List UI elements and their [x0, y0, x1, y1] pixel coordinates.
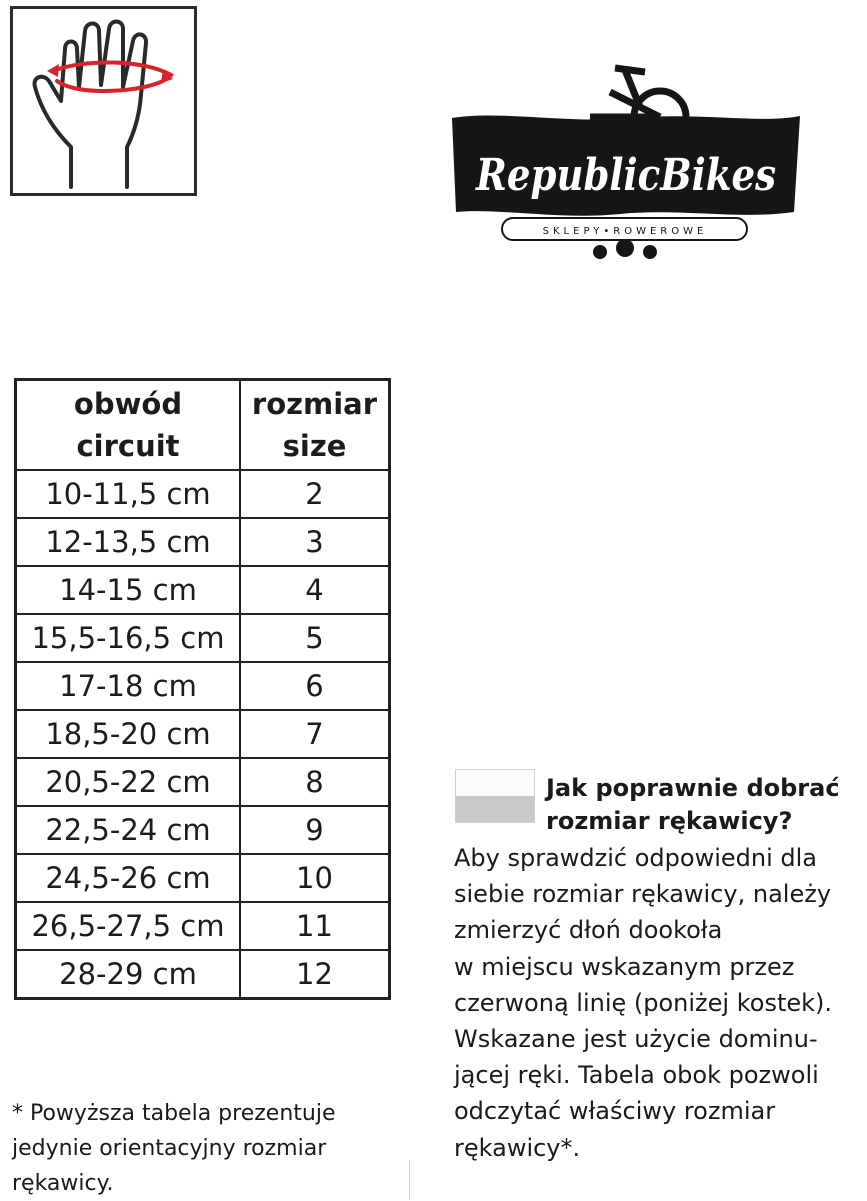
guide-body-line: rękawicy*.	[454, 1133, 581, 1162]
circuit-cell: 18,5-20 cm	[16, 710, 241, 758]
circuit-cell: 15,5-16,5 cm	[16, 614, 241, 662]
table-row	[16, 518, 390, 566]
size-header-pl: rozmiar	[251, 387, 378, 421]
guide-body-line: odczytać właściwy rozmiar	[454, 1097, 776, 1126]
size-cell: 10	[240, 854, 390, 902]
size-table-body	[16, 470, 390, 999]
size-cell: 4	[240, 566, 390, 614]
guide-body	[454, 840, 859, 1166]
flag-white-stripe	[456, 770, 534, 796]
measure-line	[53, 62, 171, 91]
table-row	[16, 854, 390, 902]
guide-title-line: rozmiar rękawicy?	[546, 807, 793, 835]
table-row	[16, 950, 390, 999]
brand-logo	[440, 62, 810, 262]
guide-body-line: zmierzyć dłoń dookoła	[454, 916, 723, 945]
circuit-cell: 17-18 cm	[16, 662, 241, 710]
size-cell: 6	[240, 662, 390, 710]
circuit-cell: 20,5-22 cm	[16, 758, 241, 806]
size-cell: 7	[240, 710, 390, 758]
poland-flag-icon	[455, 769, 535, 823]
guide-body-line: czerwoną linię (poniżej kostek).	[454, 988, 833, 1017]
size-cell: 12	[240, 950, 390, 999]
table-row	[16, 902, 390, 950]
divider	[409, 1160, 410, 1200]
circuit-cell: 26,5-27,5 cm	[16, 902, 241, 950]
footnote	[12, 1096, 392, 1201]
circuit-cell: 14-15 cm	[16, 566, 241, 614]
footnote-line: jedynie orientacyjny rozmiar	[12, 1136, 327, 1161]
footnote-line: * Powyższa tabela prezentuje	[12, 1101, 336, 1126]
size-cell: 3	[240, 518, 390, 566]
size-header	[240, 380, 390, 471]
size-cell: 2	[240, 470, 390, 518]
guide-body-line: Wskazane jest użycie dominu-	[454, 1025, 818, 1054]
guide-body-line: Aby sprawdzić odpowiedni dla	[454, 844, 817, 872]
guide-title-line: Jak poprawnie dobrać	[546, 774, 840, 802]
size-table-header	[16, 380, 390, 471]
hand-measure-box	[10, 6, 197, 196]
table-row	[16, 566, 390, 614]
guide-body-line: jącej ręki. Tabela obok pozwoli	[454, 1061, 819, 1090]
circuit-cell: 24,5-26 cm	[16, 854, 241, 902]
brand-tagline: SKLEPY•ROWEROWE	[542, 226, 708, 237]
circuit-cell: 10-11,5 cm	[16, 470, 241, 518]
circuit-header	[16, 380, 241, 471]
size-header-en: size	[282, 429, 347, 463]
table-row	[16, 758, 390, 806]
size-table	[14, 378, 391, 1000]
circuit-cell: 28-29 cm	[16, 950, 241, 999]
size-cell: 5	[240, 614, 390, 662]
circuit-header-en: circuit	[76, 429, 180, 463]
guide-title	[546, 772, 846, 838]
footnote-line: rękawicy.	[12, 1171, 114, 1196]
table-row	[16, 806, 390, 854]
size-cell: 8	[240, 758, 390, 806]
hand-measure-icon	[13, 9, 194, 193]
table-row	[16, 710, 390, 758]
flag-lower-stripe	[456, 796, 534, 822]
chain-icon	[593, 239, 657, 259]
table-row	[16, 614, 390, 662]
circuit-header-pl: obwód	[73, 387, 183, 421]
table-row	[16, 662, 390, 710]
size-cell: 11	[240, 902, 390, 950]
guide-body-line: w miejscu wskazanym przez	[454, 952, 795, 981]
brand-name: RepublicBikes	[474, 150, 776, 201]
circuit-cell: 12-13,5 cm	[16, 518, 241, 566]
table-row	[16, 470, 390, 518]
circuit-cell: 22,5-24 cm	[16, 806, 241, 854]
guide-body-line: siebie rozmiar rękawicy, należy	[454, 880, 832, 909]
size-cell: 9	[240, 806, 390, 854]
